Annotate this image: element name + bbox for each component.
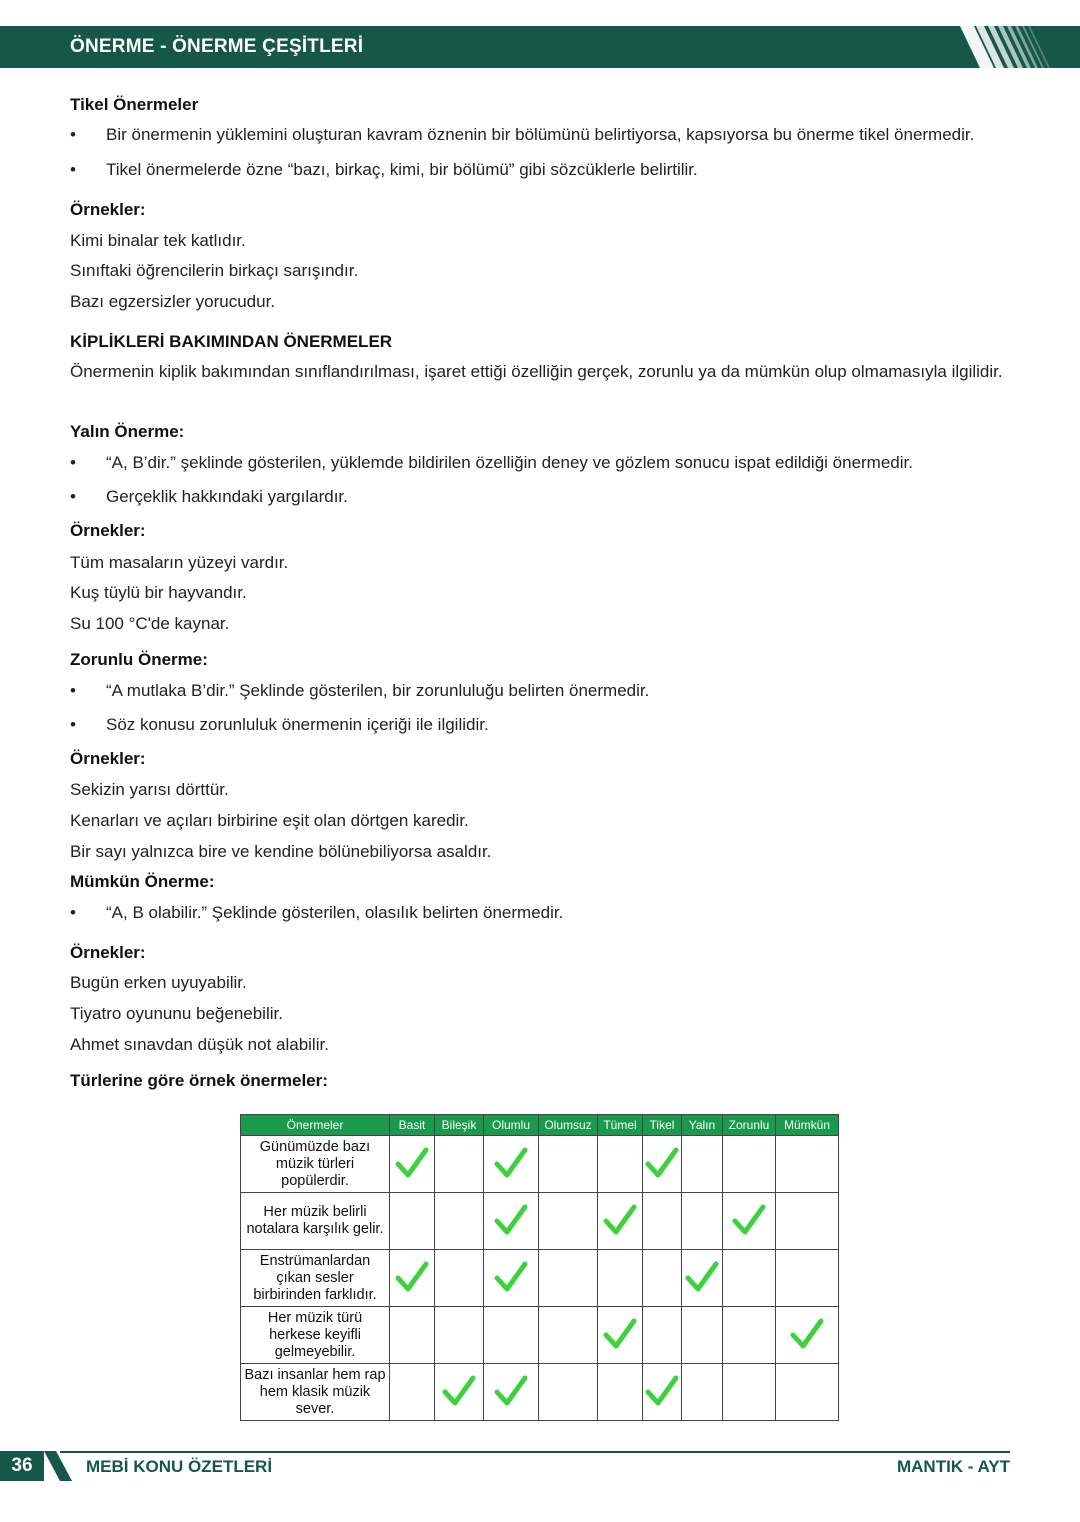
page-number: 36	[0, 1451, 44, 1481]
checkmark-icon	[493, 1202, 529, 1238]
table-cell	[776, 1250, 839, 1307]
table-body	[241, 1136, 839, 1421]
table-cell	[643, 1250, 682, 1307]
table-cell	[539, 1364, 598, 1421]
column-header: Mümkün	[776, 1115, 839, 1136]
checkmark-icon	[731, 1202, 767, 1238]
column-header: Olumsuz	[539, 1115, 598, 1136]
table-cell	[776, 1136, 839, 1193]
table-cell	[539, 1193, 598, 1250]
footer-book-title: MEBİ KONU ÖZETLERİ	[86, 1457, 273, 1476]
column-header: Basit	[390, 1115, 435, 1136]
row-statement: Her müzik belirli notalara karşılık gelir.	[241, 1193, 390, 1250]
table-cell	[484, 1307, 539, 1364]
checkmark-icon	[602, 1202, 638, 1238]
kiplik-paragraph: Önermenin kiplik bakımından sınıflandırılması, işaret ettiği özelliğin gerçek, zorunlu ya da mümkün olup olmamasıyla ilgilidir.	[70, 362, 1003, 381]
table-cell	[776, 1364, 839, 1421]
table-cell	[390, 1307, 435, 1364]
table-cell	[390, 1193, 435, 1250]
table-cell	[723, 1136, 776, 1193]
table-cell	[598, 1193, 643, 1250]
checkmark-icon	[684, 1259, 720, 1295]
table-cell	[682, 1250, 723, 1307]
table-row	[241, 1307, 839, 1364]
checkmark-icon	[789, 1316, 825, 1352]
examples-heading: Örnekler:	[70, 749, 146, 768]
footer-divider	[60, 1451, 1010, 1453]
table-cell	[484, 1136, 539, 1193]
checkmark-icon	[644, 1373, 680, 1409]
bullet-text: Bir önermenin yüklemini oluşturan kavram öznenin bir bölümünü belirtiyorsa, kapsıyorsa bu önerme tikel önermedir.	[106, 125, 975, 144]
table-cell	[598, 1136, 643, 1193]
table-cell	[682, 1193, 723, 1250]
table-cell	[390, 1364, 435, 1421]
table-cell	[598, 1307, 643, 1364]
bullet-text: Söz konusu zorunluluk önermenin içeriği ile ilgilidir.	[106, 715, 489, 734]
bullet-text: Gerçeklik hakkındaki yargılardır.	[106, 487, 348, 506]
table-cell	[390, 1250, 435, 1307]
table-cell	[539, 1136, 598, 1193]
examples-heading: Örnekler:	[70, 943, 146, 962]
classification-table	[240, 1114, 839, 1421]
table-cell	[643, 1307, 682, 1364]
examples-heading: Örnekler:	[70, 200, 146, 219]
section-heading-yalin: Yalın Önerme:	[70, 422, 185, 441]
example-line: Bugün erken uyuyabilir.	[70, 973, 247, 992]
table-cell	[776, 1193, 839, 1250]
table-cell	[484, 1364, 539, 1421]
column-header: Yalın	[682, 1115, 723, 1136]
checkmark-icon	[602, 1316, 638, 1352]
table-cell	[643, 1364, 682, 1421]
example-line: Kimi binalar tek katlıdır.	[70, 231, 246, 250]
column-header: Önermeler	[241, 1115, 390, 1136]
checkmark-icon	[441, 1373, 477, 1409]
table-cell	[435, 1193, 484, 1250]
checkmark-icon	[394, 1259, 430, 1295]
page-title: ÖNERME - ÖNERME ÇEŞİTLERİ	[70, 36, 364, 57]
checkmark-icon	[493, 1259, 529, 1295]
table-cell	[435, 1307, 484, 1364]
section-heading-tikel: Tikel Önermeler	[70, 95, 199, 114]
checkmark-icon	[493, 1145, 529, 1181]
example-line: Tiyatro oyununu beğenebilir.	[70, 1004, 283, 1023]
bullet-text: “A, B olabilir.” Şeklinde gösterilen, olasılık belirten önermedir.	[106, 903, 564, 922]
section-heading-mumkun: Mümkün Önerme:	[70, 872, 215, 891]
table-cell	[539, 1250, 598, 1307]
column-header: Tümel	[598, 1115, 643, 1136]
table-cell	[484, 1250, 539, 1307]
table-cell	[390, 1136, 435, 1193]
row-statement: Bazı insanlar hem rap hem klasik müzik sever.	[241, 1364, 390, 1421]
table-cell	[643, 1136, 682, 1193]
row-statement: Günümüzde bazı müzik türleri popülerdir.	[241, 1136, 390, 1193]
footer-subject: MANTIK - AYT	[896, 1457, 1010, 1476]
example-line: Su 100 °C'de kaynar.	[70, 614, 230, 633]
checkmark-icon	[493, 1373, 529, 1409]
table-heading: Türlerine göre örnek önermeler:	[70, 1071, 328, 1090]
example-line: Sınıftaki öğrencilerin birkaçı sarışındır.	[70, 261, 359, 280]
table-cell	[723, 1307, 776, 1364]
table-cell	[723, 1250, 776, 1307]
row-statement: Enstrümanlardan çıkan sesler birbirinden farklıdır.	[241, 1250, 390, 1307]
checkmark-icon	[394, 1145, 430, 1181]
example-line: Sekizin yarısı dörttür.	[70, 780, 229, 799]
bullet-text: “A, B’dir.” şeklinde gösterilen, yüklemde bildirilen özelliğin deney ve gözlem sonucu ispat edildiği önermedir.	[106, 453, 913, 472]
table-cell	[682, 1364, 723, 1421]
table-cell	[598, 1250, 643, 1307]
table-row	[241, 1364, 839, 1421]
table-cell	[776, 1307, 839, 1364]
section-heading-zorunlu: Zorunlu Önerme:	[70, 650, 208, 669]
checkmark-icon	[644, 1145, 680, 1181]
table-row	[241, 1136, 839, 1193]
bullet-text: Tikel önermelerde özne “bazı, birkaç, kimi, bir bölümü” gibi sözcüklerle belirtilir.	[106, 160, 698, 179]
example-line: Ahmet sınavdan düşük not alabilir.	[70, 1035, 329, 1054]
header-stripes-decoration	[960, 26, 1080, 68]
table-cell	[435, 1136, 484, 1193]
section-heading-kiplik: KİPLİKLERİ BAKIMINDAN ÖNERMELER	[70, 332, 393, 351]
table-cell	[539, 1307, 598, 1364]
examples-heading: Örnekler:	[70, 521, 146, 540]
column-header: Zorunlu	[723, 1115, 776, 1136]
table-header-row	[241, 1115, 839, 1136]
table-cell	[682, 1136, 723, 1193]
example-line: Kenarları ve açıları birbirine eşit olan dörtgen karedir.	[70, 811, 469, 830]
table-row	[241, 1193, 839, 1250]
table-cell	[435, 1250, 484, 1307]
table-cell	[682, 1307, 723, 1364]
example-line: Kuş tüylü bir hayvandır.	[70, 583, 247, 602]
example-line: Tüm masaların yüzeyi vardır.	[70, 553, 289, 572]
example-line: Bir sayı yalnızca bire ve kendine bölünebiliyorsa asaldır.	[70, 842, 492, 861]
table-cell	[723, 1364, 776, 1421]
table-cell	[598, 1364, 643, 1421]
table-cell	[484, 1193, 539, 1250]
table-cell	[435, 1364, 484, 1421]
column-header: Bileşik	[435, 1115, 484, 1136]
footer-stripe-decoration	[44, 1451, 72, 1481]
header-bar	[0, 26, 1080, 68]
example-line: Bazı egzersizler yorucudur.	[70, 292, 276, 311]
row-statement: Her müzik türü herkese keyifli gelmeyebilir.	[241, 1307, 390, 1364]
bullet-text: “A mutlaka B’dir.” Şeklinde gösterilen, bir zorunluluğu belirten önermedir.	[106, 681, 650, 700]
column-header: Tikel	[643, 1115, 682, 1136]
table-row	[241, 1250, 839, 1307]
table-cell	[643, 1193, 682, 1250]
column-header: Olumlu	[484, 1115, 539, 1136]
table-cell	[723, 1193, 776, 1250]
